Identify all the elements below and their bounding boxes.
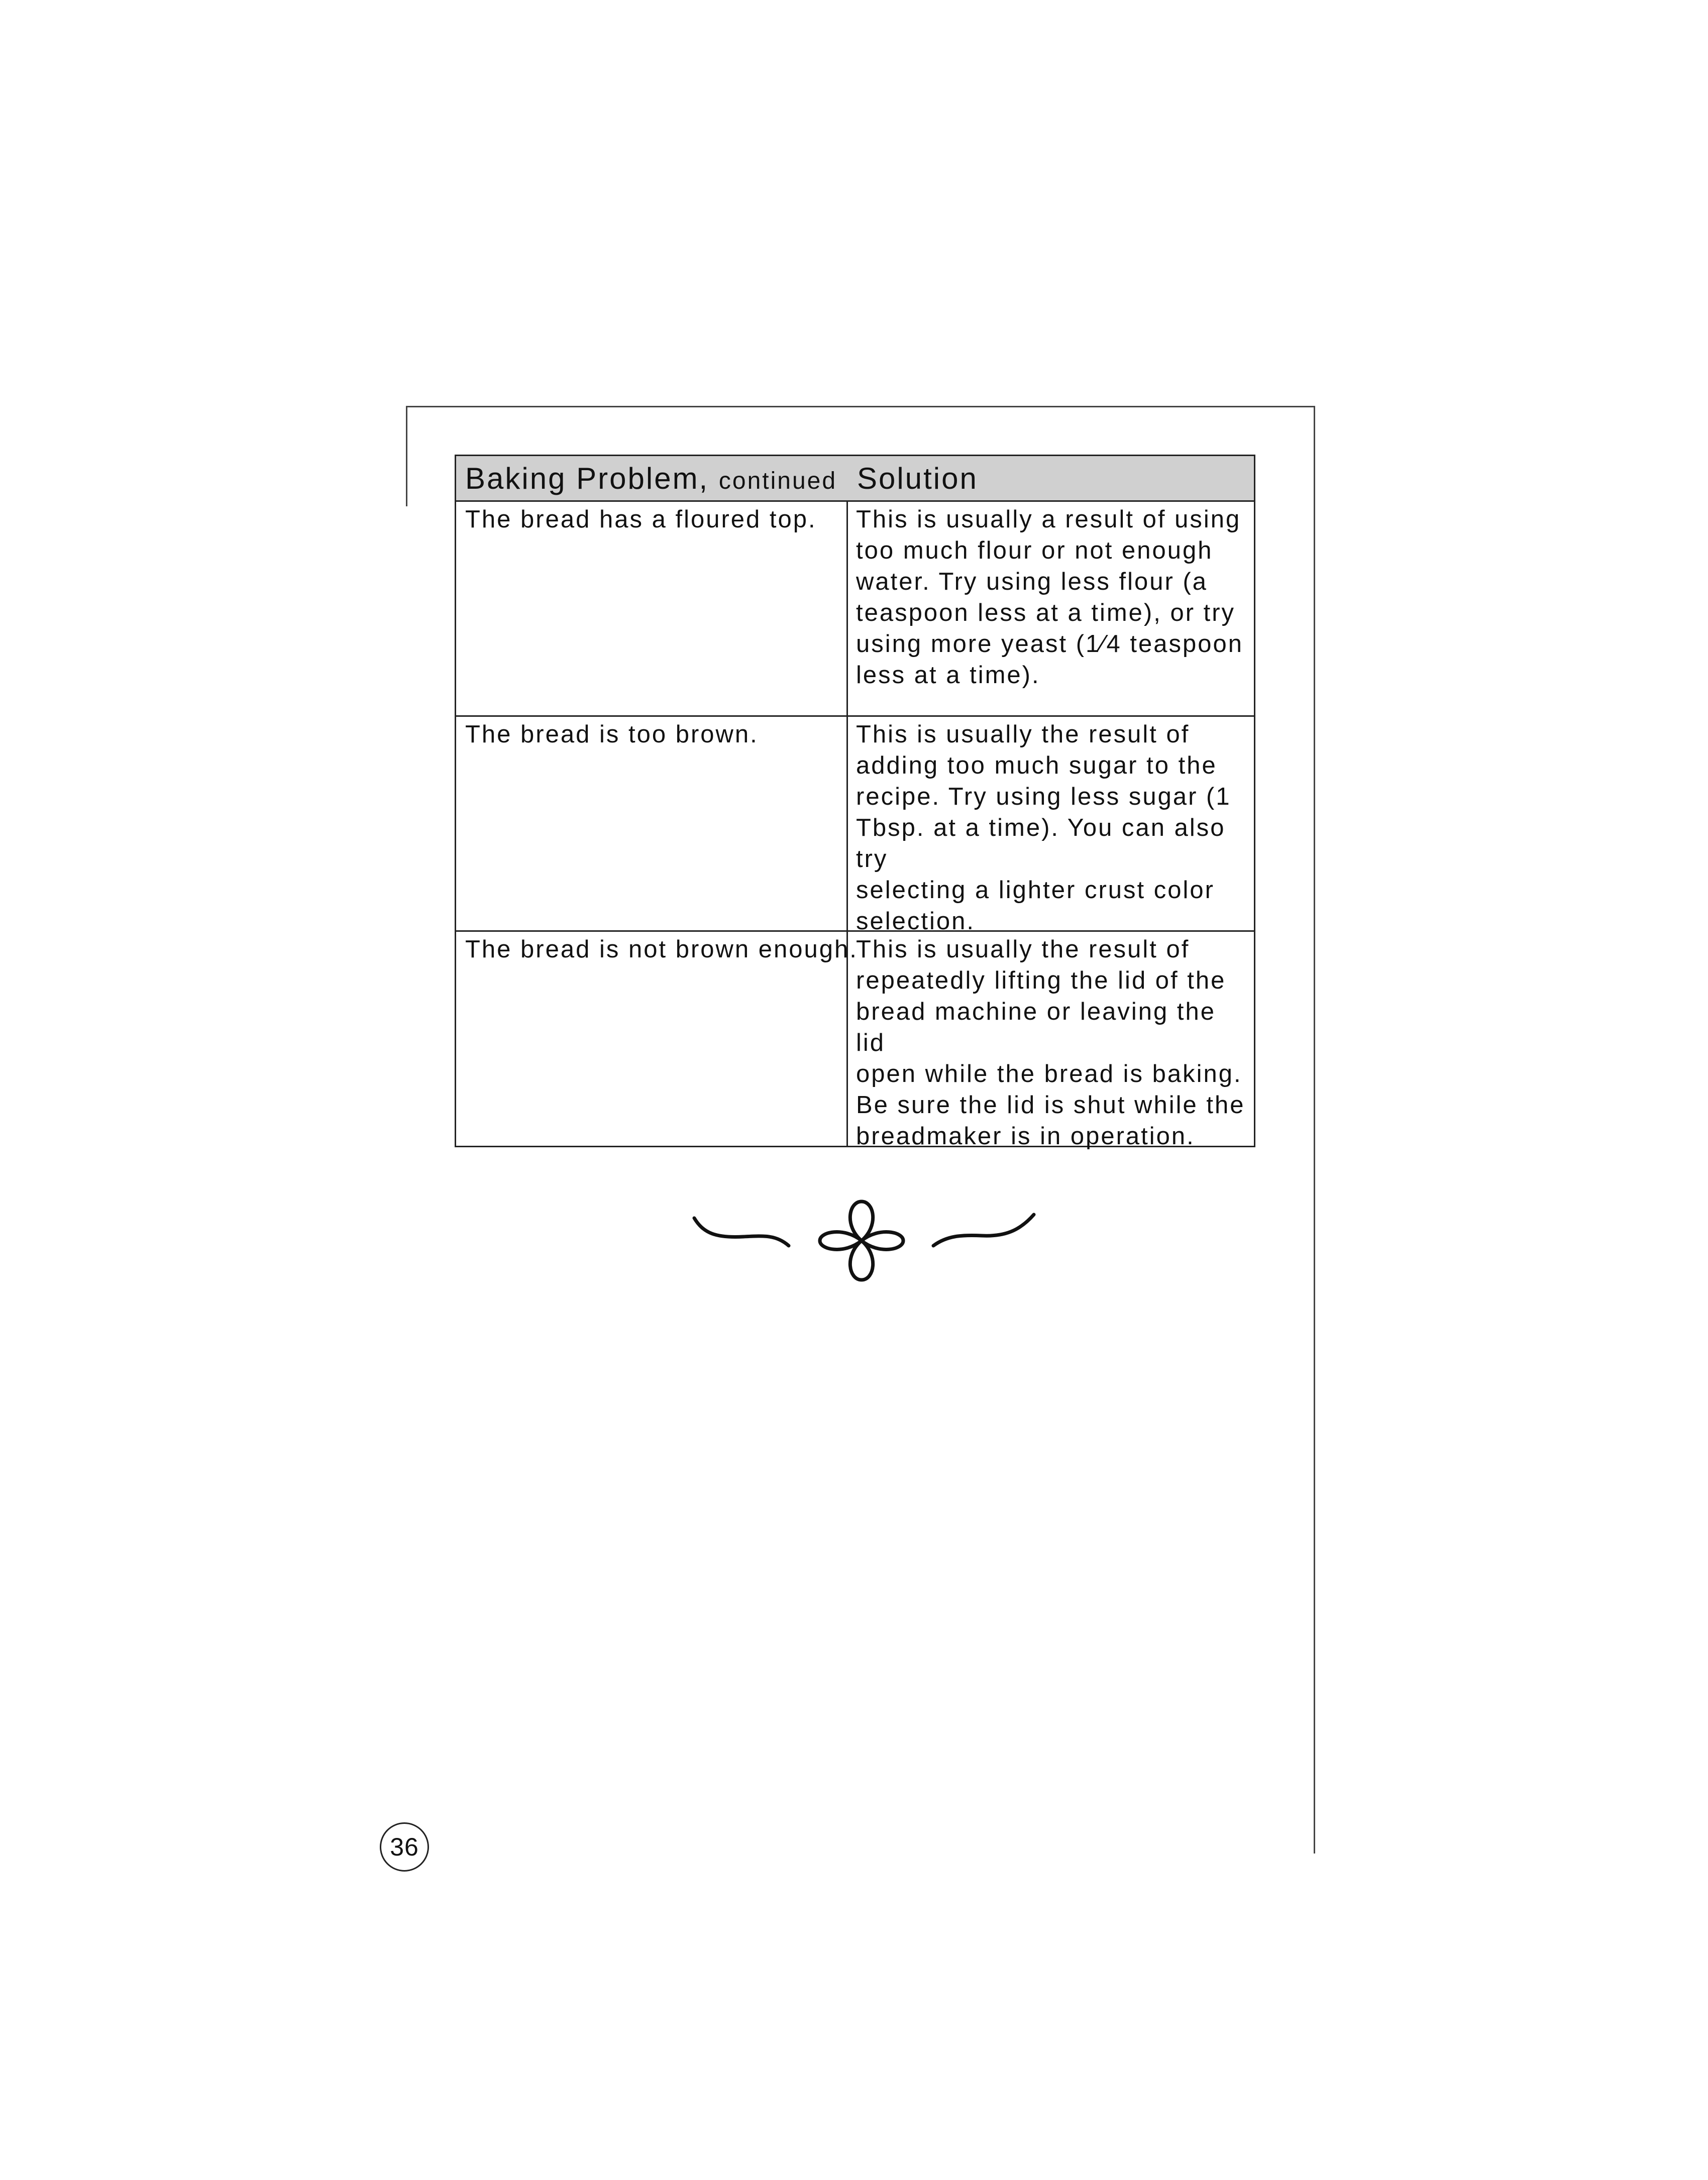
- table-row: [456, 502, 1254, 717]
- solution-cell: This is usually the result of adding too much sugar to the recipe. Try using less sugar (1 Tbsp. at a time). You can also try selecting a lighter crust color selection.: [856, 721, 1231, 935]
- page-number: 36: [380, 1822, 429, 1872]
- page-frame-top-rule: [406, 406, 1315, 407]
- table-row: [456, 932, 1254, 1150]
- header-baking-problem: [456, 461, 848, 496]
- header-problem-label: Baking Problem,: [465, 461, 709, 495]
- problem-cell: The bread is too brown.: [456, 717, 848, 930]
- problem-cell: The bread has a floured top.: [456, 502, 848, 715]
- flourish-divider-icon: [688, 1190, 1040, 1291]
- header-solution: Solution: [857, 461, 978, 495]
- header-continued-label: continued: [718, 467, 837, 494]
- solution-cell: This is usually the result of repeatedly lifting the lid of the bread machine or leaving the lid open while the bread is baking. Be sure the lid is shut while the breadmaker is in operation.: [856, 936, 1245, 1150]
- table-header: [456, 456, 1254, 502]
- solution-cell: This is usually a result of using too much flour or not enough water. Try using less flour (a teaspoon less at a time), or try using more yeast (1⁄4 teaspoon less at a time).: [856, 506, 1243, 689]
- page-frame-right-rule: [1314, 406, 1315, 1854]
- troubleshooting-table: [455, 455, 1255, 1150]
- problem-cell: The bread is not brown enough.: [456, 932, 848, 1146]
- table-row: [456, 717, 1254, 935]
- page-frame-left-rule: [406, 406, 407, 506]
